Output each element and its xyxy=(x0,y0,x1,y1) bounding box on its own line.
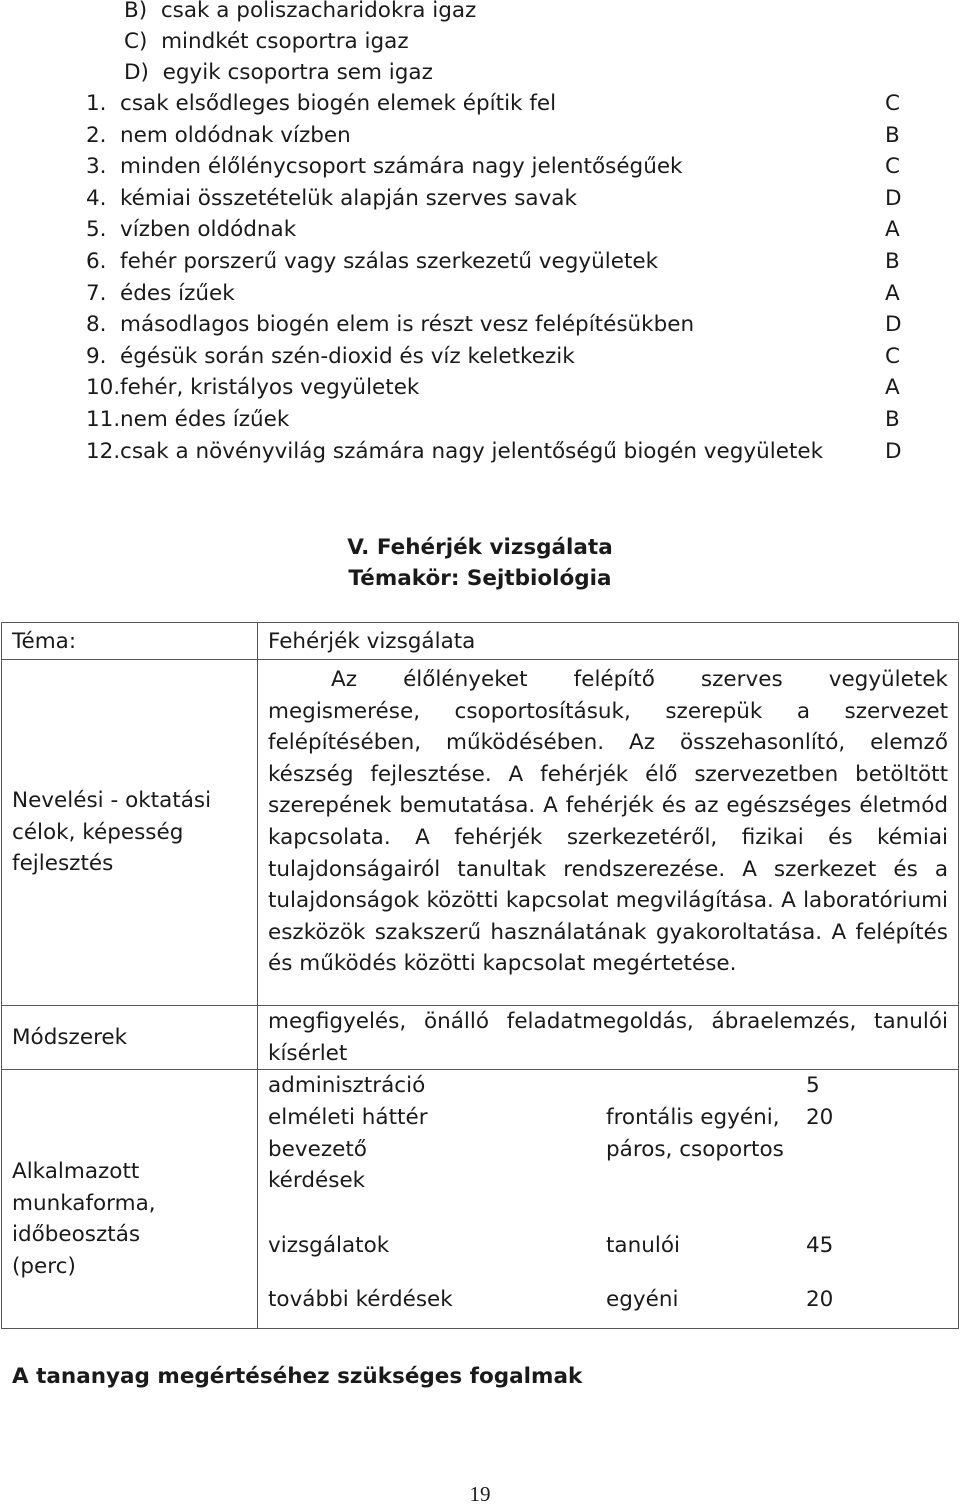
option-c xyxy=(124,28,409,56)
schedule-cell xyxy=(258,1070,959,1329)
statement-text: nem édes ízűek xyxy=(120,407,290,432)
option-text: egyik csoportra sem igaz xyxy=(162,60,433,85)
section-title: V. Fehérjék vizsgálata xyxy=(347,535,613,560)
table-row xyxy=(2,1006,959,1070)
statement-number: 12. xyxy=(86,439,121,464)
statement-number: 6. xyxy=(86,249,107,274)
schedule-row xyxy=(258,1284,958,1324)
methods-label-cell xyxy=(2,1006,258,1070)
statement-number: 2. xyxy=(86,123,107,148)
statement-text: fehér porszerű vagy szálas szerkezetű vegyületek xyxy=(120,249,659,274)
schedule-activity: további kérdések xyxy=(268,1287,453,1313)
statement-number: 10. xyxy=(86,375,121,400)
statement-number: 8. xyxy=(86,312,107,337)
statement-answer: C xyxy=(885,154,901,179)
statement-answer: D xyxy=(885,439,902,464)
statement-number: 9. xyxy=(86,344,107,369)
schedule-table xyxy=(258,1070,958,1324)
table-row xyxy=(2,623,959,660)
schedule-form: egyéni xyxy=(606,1287,679,1313)
statement-text: fehér, kristályos vegyületek xyxy=(120,375,420,400)
tema-value-cell xyxy=(258,623,959,660)
option-b xyxy=(124,0,476,25)
schedule-row xyxy=(258,1070,958,1102)
schedule-minutes: 5 xyxy=(806,1073,820,1099)
statement-answer: A xyxy=(885,375,900,400)
schedule-minutes: 20 xyxy=(806,1287,834,1313)
statement-text: égésük során szén-dioxid és víz keletkezik xyxy=(120,344,575,369)
statement-answer: C xyxy=(885,344,901,369)
statement-number: 1. xyxy=(86,91,107,116)
statement-answer: B xyxy=(885,407,900,432)
statement-answer: A xyxy=(885,217,900,242)
statement-answer: B xyxy=(885,123,900,148)
statement-text: másodlagos biogén elem is részt vesz felépítésükben xyxy=(120,312,695,337)
schedule-label-cell xyxy=(2,1070,258,1329)
statement-answer: A xyxy=(885,281,900,306)
schedule-minutes: 45 xyxy=(806,1233,834,1259)
bottom-heading: A tananyag megértéséhez szükséges fogalmak xyxy=(12,1364,583,1389)
statement-text: csak a növényvilág számára nagy jelentőségű biogén vegyületek xyxy=(120,439,824,464)
statement-number: 4. xyxy=(86,186,107,211)
schedule-activity: vizsgálatok xyxy=(268,1233,390,1259)
goals-label-cell xyxy=(2,660,258,1006)
schedule-form: tanulói xyxy=(606,1233,680,1259)
schedule-form: frontális egyéni, páros, csoportos xyxy=(606,1105,784,1162)
schedule-activity: adminisztráció xyxy=(268,1073,426,1099)
methods-text-cell xyxy=(258,1006,959,1070)
section-subtitle: Témakör: Sejtbiológia xyxy=(348,566,612,591)
statement-text: nem oldódnak vízben xyxy=(120,123,351,148)
table-row xyxy=(2,1070,959,1329)
option-letter: C) xyxy=(124,29,148,54)
table-row xyxy=(2,660,959,1006)
option-letter: D) xyxy=(124,60,149,85)
statement-number: 11. xyxy=(86,407,121,432)
statement-number: 7. xyxy=(86,281,107,306)
methods-label: Módszerek xyxy=(12,1025,128,1051)
statement-answer: C xyxy=(885,91,901,116)
statement-answer: D xyxy=(885,186,902,211)
page-number: 19 xyxy=(469,1482,491,1506)
option-text: csak a poliszacharidokra igaz xyxy=(160,0,477,23)
schedule-row xyxy=(258,1102,958,1230)
statement-text: vízben oldódnak xyxy=(120,217,297,242)
schedule-row xyxy=(258,1230,958,1284)
schedule-label: Alkalmazott munkaforma, időbeosztás (perc) xyxy=(12,1159,156,1279)
statement-text: kémiai összetételük alapján szerves savak xyxy=(120,186,577,211)
statement-number: 3. xyxy=(86,154,107,179)
statement-answer: D xyxy=(885,312,902,337)
statement-text: csak elsődleges biogén elemek építik fel xyxy=(120,91,557,116)
goals-text-cell xyxy=(258,660,959,1006)
statement-text: édes ízűek xyxy=(120,281,235,306)
methods-text: megfigyelés, önálló feladatmegoldás, ábraelemzés, tanulói kísérlet xyxy=(268,1009,948,1066)
goals-text: Az élőlényeket felépítő szerves vegyületek megismerése, csoportosításuk, szerepük a szervezet felépítésében, működésében. Az összehasonlító, elemző készség fejlesztése. A fehérjék élő szervezetben betöltött szerepének bemutatása. A fehérjék és az egészséges életmód kapcsolata. A fehérjék szerkezetéről, fizikai és kémiai tulajdonságairól tanultak rendszerezése. A szerkezet és a tulajdonságok közötti kapcsolat megvilágítása. A laboratóriumi eszközök szakszerű használatának gyakoroltatása. A felépítés és működés közötti kapcsolat megértetése. xyxy=(268,667,948,977)
tema-label: Téma: xyxy=(12,628,77,654)
schedule-activity: elméleti háttér bevezető kérdések xyxy=(268,1105,428,1194)
statement-answer: B xyxy=(885,249,900,274)
option-text: mindkét csoportra igaz xyxy=(161,29,409,54)
option-letter: B) xyxy=(124,0,148,23)
tema-value: Fehérjék vizsgálata xyxy=(268,628,476,654)
option-d xyxy=(124,59,433,87)
tema-label-cell xyxy=(2,623,258,660)
statement-number: 5. xyxy=(86,217,107,242)
schedule-form xyxy=(596,1070,796,1102)
goals-label: Nevelési - oktatási célok, képesség fejlesztés xyxy=(12,788,212,877)
lesson-info-table xyxy=(1,622,959,1329)
statement-text: minden élőlénycsoport számára nagy jelentőségűek xyxy=(120,154,683,179)
schedule-minutes: 20 xyxy=(806,1105,834,1131)
